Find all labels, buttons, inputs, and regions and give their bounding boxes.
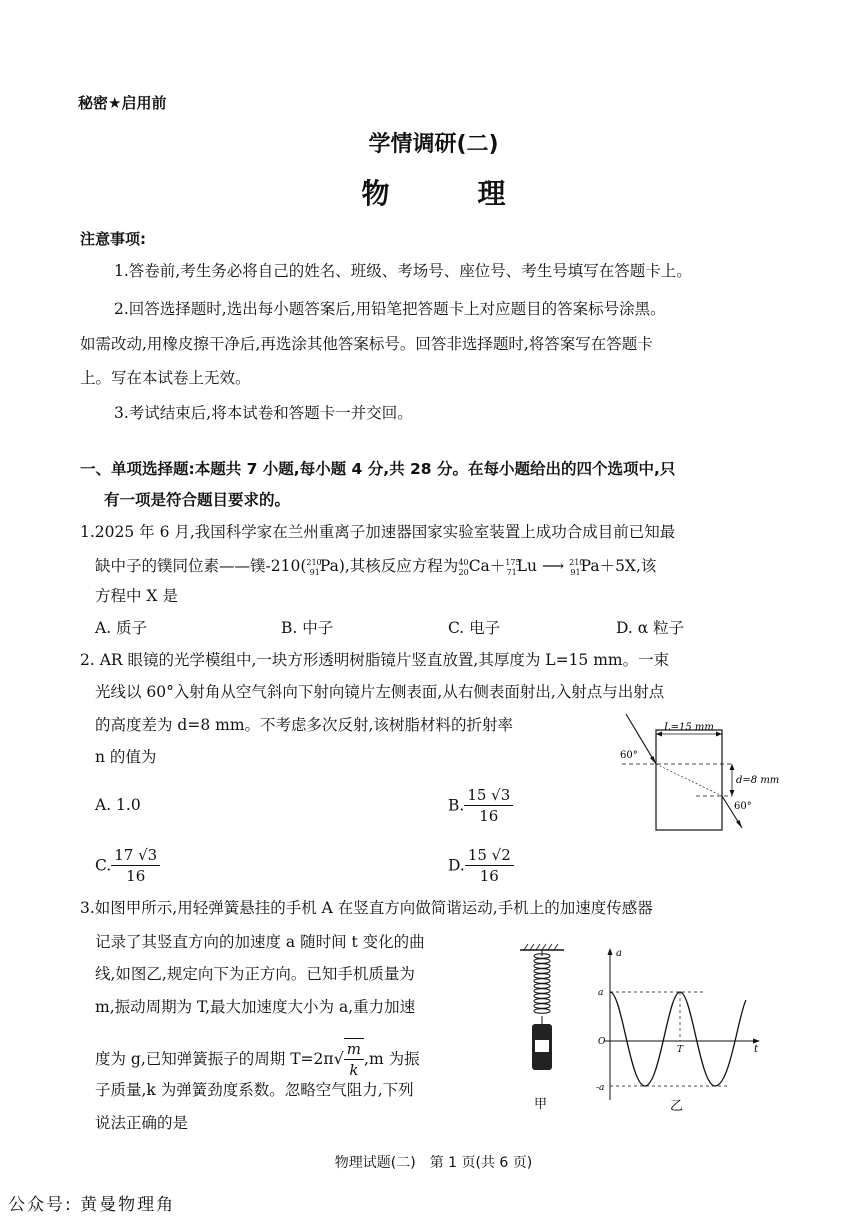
q2-line4: n 的值为 xyxy=(95,748,157,766)
q2-option-d: D. $\frac{15 √2}{16}$ xyxy=(448,845,514,886)
q3-line4: m,振动周期为 T,最大加速度大小为 a,重力加速 xyxy=(95,998,416,1016)
notice-heading: 注意事项: xyxy=(80,230,146,248)
neg-a-label: -a xyxy=(596,1083,605,1093)
q1-option-c: C. 电子 xyxy=(448,619,501,637)
L-label: L=15 mm xyxy=(664,722,714,733)
q3-line7: 说法正确的是 xyxy=(95,1114,189,1132)
q2-line1: 2. AR 眼镜的光学模组中,一块方形透明树脂镜片竖直放置,其厚度为 L=15 mm。一束 xyxy=(80,651,670,669)
axis-t-label: t xyxy=(754,1044,759,1055)
sqrt-m-over-k: √ xyxy=(333,1049,344,1068)
q3-line1: 3.如图甲所示,用轻弹簧悬挂的手机 A 在竖直方向做简谐运动,手机上的加速度传感器 xyxy=(80,899,653,917)
q3-acceleration-graph xyxy=(590,940,765,1115)
nuclear-equation: $^{40}_{20}$Ca＋$^{175}_{71}$Lu ⟶ $^{210}_{91}$Pa＋5X xyxy=(458,557,636,578)
q3-spring-figure xyxy=(512,940,572,1120)
notice-item-3: 3.考试结束后,将本试卷和答题卡一并交回。 xyxy=(114,404,413,422)
spring xyxy=(534,950,550,1016)
q3-line2: 记录了其竖直方向的加速度 a 随时间 t 变化的曲 xyxy=(95,933,425,951)
q2-lens-figure xyxy=(612,708,792,838)
page-footer: 物理试题(二) 第 1 页(共 6 页) xyxy=(334,1155,533,1171)
pos-a-label: a xyxy=(598,988,604,998)
axis-a-label: a xyxy=(616,948,622,959)
q3-line5: 度为 g,已知弹簧振子的周期 T=2π√ $\frac{m}{k}$ ,m 为振 xyxy=(95,1040,420,1079)
q1-line3: 方程中 X 是 xyxy=(95,587,178,605)
notice-item-2-line2: 如需改动,用橡皮擦干净后,再选涂其他答案标号。回答非选择题时,将答案写在答题卡 xyxy=(80,335,653,353)
q2-option-a: A. 1.0 xyxy=(95,796,141,814)
origin-label: O xyxy=(598,1037,606,1047)
notice-item-2-line3: 上。写在本试卷上无效。 xyxy=(80,369,251,387)
watermark: 公众号: 黄曼物理角 xyxy=(8,1195,176,1215)
q3-line6: 子质量,k 为弹簧劲度系数。忽略空气阻力,下列 xyxy=(95,1081,414,1099)
subject-title: 物 理 xyxy=(361,177,536,210)
q2-option-c: C. $\frac{17 √3}{16}$ xyxy=(95,845,160,886)
emergent-angle-label: 60° xyxy=(734,801,752,812)
incident-angle-label: 60° xyxy=(620,750,638,761)
fig-yi-label: 乙 xyxy=(670,1099,684,1114)
fig-jia-label: 甲 xyxy=(534,1097,548,1112)
q1-line1: 1.2025 年 6 月,我国科学家在兰州重离子加速器国家实验室装置上成功合成目前已知最 xyxy=(80,523,676,541)
nuclide-pa210: $^{210}_{91}$Pa xyxy=(306,557,339,578)
notice-item-2-line1: 2.回答选择题时,选出每小题答案后,用铅笔把答题卡上对应题目的答案标号涂黑。 xyxy=(114,300,666,318)
q1-option-b: B. 中子 xyxy=(281,619,334,637)
d-label: d=8 mm xyxy=(736,775,780,786)
q2-line2: 光线以 60°入射角从空气斜向下射向镜片左侧表面,从右侧表面射出,入射点与出射点 xyxy=(95,683,665,701)
secret-label: 秘密★启用前 xyxy=(78,94,167,112)
exam-title: 学情调研(二) xyxy=(368,132,499,157)
section-1-heading-line1: 一、单项选择题:本题共 7 小题,每小题 4 分,共 28 分。在每小题给出的四个选项中,只 xyxy=(80,460,676,478)
q1-option-a: A. 质子 xyxy=(95,619,148,637)
notice-item-1: 1.答卷前,考生务必将自己的姓名、班级、考场号、座位号、考生号填写在答题卡上。 xyxy=(114,262,692,280)
q1-line2: 缺中子的镤同位素——镤-210($^{210}_{91}$Pa),其核反应方程为$^{40}_{20}$Ca＋$^{175}_{71}$Lu ⟶ $^{210}_{91}$Pa＋5X,该 xyxy=(95,557,657,578)
q1-option-d: D. α 粒子 xyxy=(616,619,685,637)
q3-line3: 线,如图乙,规定向下为正方向。已知手机质量为 xyxy=(95,965,415,983)
q2-line3: 的高度差为 d=8 mm。不考虑多次反射,该树脂材料的折射率 xyxy=(95,716,513,734)
q2-option-b: B. $\frac{15 √3}{16}$ xyxy=(448,785,513,826)
section-1-heading-line2: 有一项是符合题目要求的。 xyxy=(104,491,291,509)
acceleration-curve xyxy=(610,992,746,1086)
period-label: T xyxy=(677,1045,684,1055)
